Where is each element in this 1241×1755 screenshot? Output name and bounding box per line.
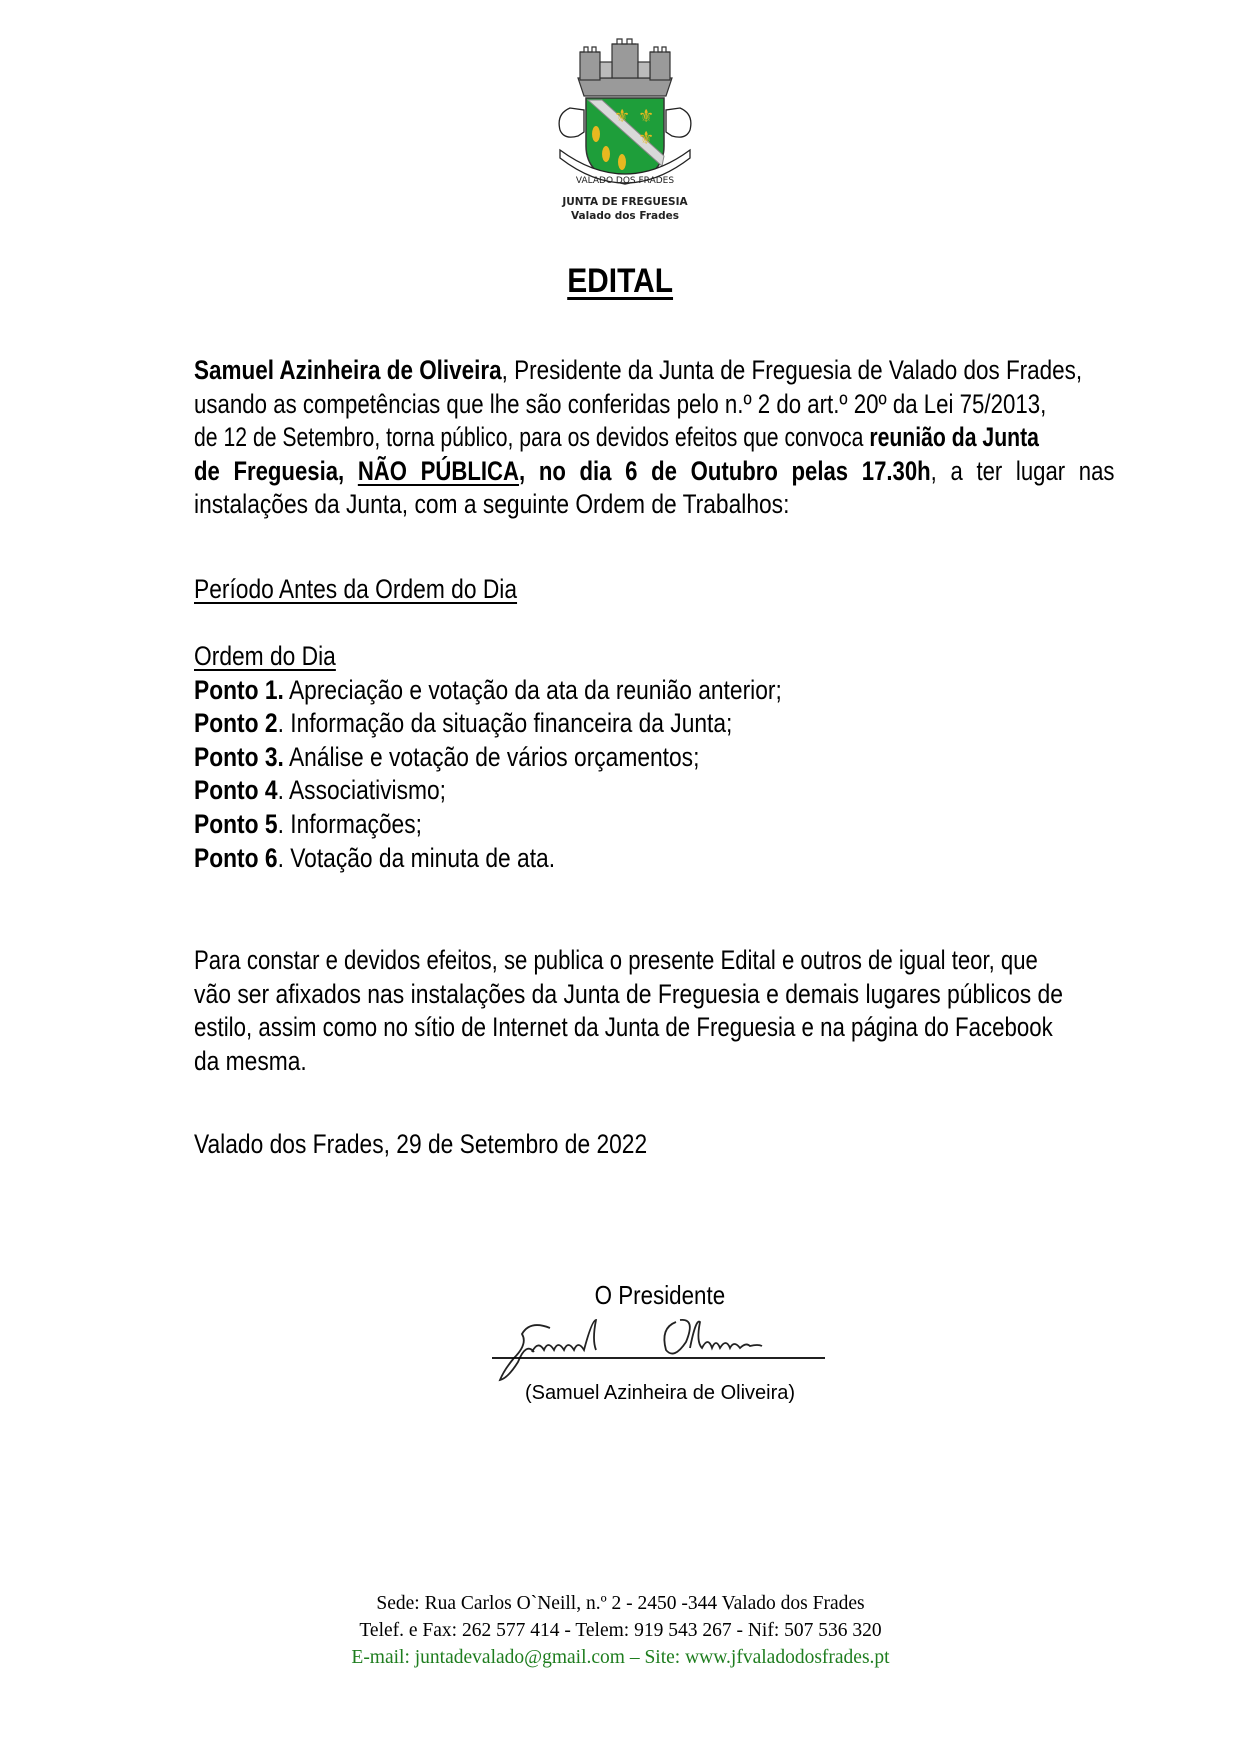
footer-phones: Telef. e Fax: 262 577 414 - Telem: 919 543 267 - Nif: 507 536 320 (359, 1620, 882, 1641)
period-before-heading: Período Antes da Ordem do Dia (194, 574, 518, 604)
intro-line-2: usando as competências que lhe são conferidas pelo n.º 2 do art.º 20º da Lei 75/2013, (194, 388, 1047, 419)
closing-paragraph: Para constar e devidos efeitos, se publica o presente Edital e outros de igual teor, que vão ser afixados nas instalações da Junta de Freguesia e demais lugares públicos de estilo, assim como no sítio de Internet da Junta de Freguesia e na página do Facebook da mesma. (194, 945, 1064, 1076)
intro-line-5: instalações da Junta, com a seguinte Ordem de Trabalhos: (194, 489, 790, 520)
org-name-line2: Valado dos Frades (571, 210, 679, 222)
svg-text:⚜: ⚜ (638, 106, 655, 127)
signer-full-name: (Samuel Azinheira de Oliveira) (524, 1382, 796, 1404)
agenda-item: Ponto 3. Análise e votação de vários orçamentos; (194, 741, 700, 772)
agenda-item: Ponto 6. Votação da minuta de ata. (194, 842, 556, 873)
signer-role: O Presidente (594, 1280, 726, 1310)
signer-name: Samuel Azinheira de Oliveira (194, 355, 502, 385)
logo (540, 38, 710, 228)
agenda-item: Ponto 4. Associativismo; (194, 775, 447, 806)
agenda-section (194, 640, 1131, 875)
agenda-item: Ponto 1. Apreciação e votação da ata da reunião anterior; (194, 674, 782, 705)
org-name-line1: JUNTA DE FREGUESIA (562, 196, 688, 208)
meeting-datetime: , no dia 6 de Outubro pelas 17.30h (519, 455, 931, 486)
intro-paragraph (194, 354, 1131, 522)
svg-text:⚜: ⚜ (614, 106, 631, 127)
non-public-label: NÃO PÚBLICA (357, 455, 520, 486)
intro-line-3: de 12 de Setembro, torna público, para os devidos efeitos que convoca reunião da Junta (194, 422, 1039, 453)
document-title: EDITAL (567, 262, 674, 300)
footer (0, 1590, 1241, 1671)
coat-of-arms-icon (540, 38, 710, 188)
agenda-item: Ponto 5. Informações; (194, 808, 422, 839)
svg-text:⚜: ⚜ (638, 128, 655, 149)
ribbon-text: VALADO DOS FRADES (575, 176, 675, 186)
footer-address: Sede: Rua Carlos O`Neill, n.º 2 - 2450 -344 Valado dos Frades (376, 1593, 865, 1614)
signature-block (480, 1280, 840, 1410)
intro-line-4: de Freguesia, NÃO PÚBLICA, no dia 6 de Outubro pelas 17.30h, a ter lugar nas (194, 455, 1115, 486)
intro-line-1: Samuel Azinheira de Oliveira, Presidente da Junta de Freguesia de Valado dos Frades, (194, 355, 1083, 385)
place-date: Valado dos Frades, 29 de Setembro de 2022 (194, 1129, 648, 1159)
agenda-item: Ponto 2. Informação da situação financeira da Junta; (194, 708, 733, 739)
mural-crown-icon (578, 39, 672, 96)
agenda-heading: Ordem do Dia (194, 641, 336, 671)
footer-contact-links[interactable]: E-mail: juntadevalado@gmail.com – Site: www.jfvaladodosfrades.pt (351, 1647, 890, 1668)
